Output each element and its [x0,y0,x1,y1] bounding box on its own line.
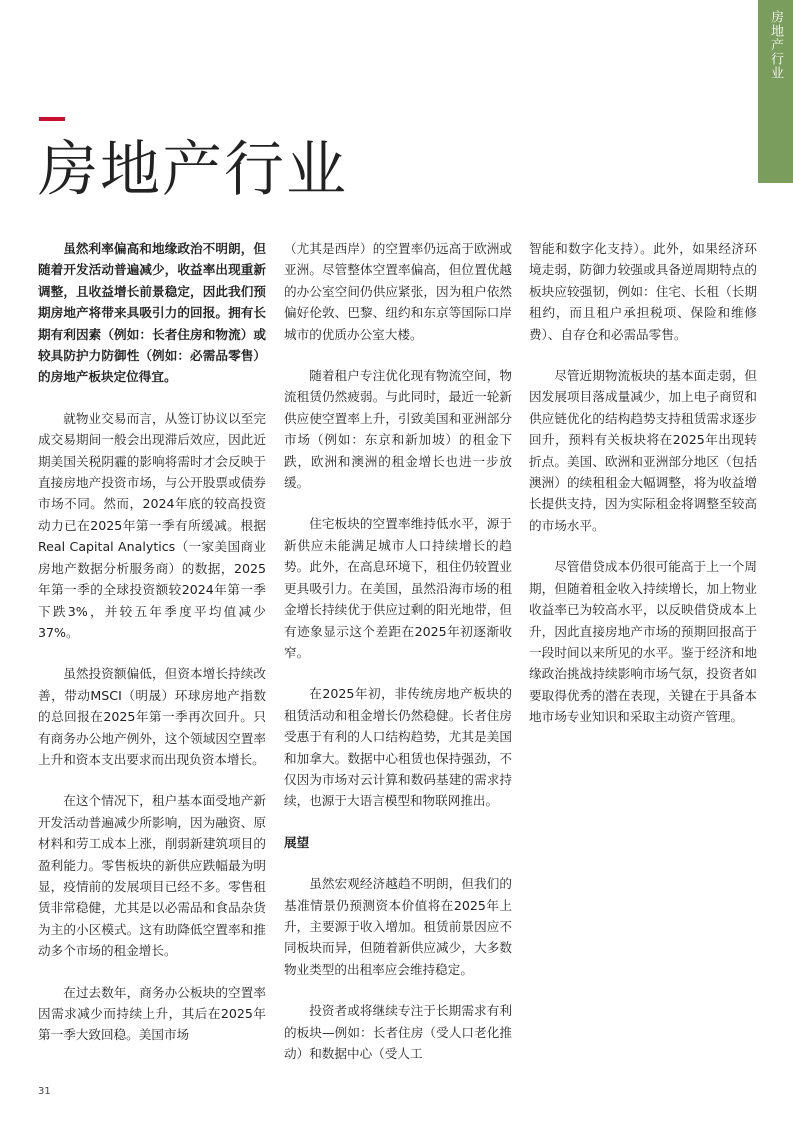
body-paragraph: 随着租户专注优化现有物流空间，物流租赁仍然疲弱。与此同时，最近一轮新供应使空置率上升，引致美国和亚洲部分市场（例如：东京和新加坡）的租金下跌，欧洲和澳洲的租金增长也进一步放缓。 [284,368,512,491]
body-paragraph: 投资者或将继续专注于长期需求有利的板块—例如：长者住房（受人口老化推动）和数据中心（受人工 [284,1003,512,1061]
body-paragraph: 在这个情况下，租户基本面受地产新开发活动普遍减少所影响，因为融资、原材料和劳工成本上涨，削弱新建筑项目的盈利能力。零售板块的新供应跌幅最为明显，疫情前的发展项目已经不多。零售租赁非常稳健，尤其是以必需品和食品杂货为主的小区模式。这有助降低空置率和推动多个市场的租金增长。 [38,793,266,959]
side-tab-label: 房地产行业 [768,10,783,80]
section-heading: 展望 [284,834,310,850]
text-column-2 [284,238,512,1084]
body-paragraph: 虽然投资额偏低，但资本增长持续改善，带动MSCI（明晟）环球房地产指数的总回报在2025年第一季再次回升。只有商务办公地产例外，这个领域因空置率上升和资本支出要求而出现负资本增长。 [38,666,266,767]
body-paragraph: 尽管近期物流板块的基本面走弱，但因发展项目落成量减少，加上电子商贸和供应链优化的结构趋势支持租赁需求逐步回升，预料有关板块将在2025年出现转折点。美国、欧洲和亚洲部分地区（包括澳洲）的续租租金大幅调整，将为收益增长提供支持，因为实际租金将调整至较高的市场水平。 [529,368,757,533]
title-accent-bar [39,117,65,121]
text-column-3 [529,238,757,748]
body-paragraph: 虽然宏观经济越趋不明朗，但我们的基准情景仍预测资本价值将在2025年上升，主要源于收入增加。租赁前景因应不同板块而异，但随着新供应减少，大多数物业类型的出租率应会维持稳定。 [284,876,512,977]
body-paragraph: 住宅板块的空置率维持低水平，源于新供应未能满足城市人口持续增长的趋势。此外，在高息环境下，租住仍较置业更具吸引力。在美国，虽然沿海市场的租金增长持续优于供应过剩的阳光地带，但有迹象显示这个差距在2025年初逐渐收窄。 [284,516,512,660]
body-paragraph: 尽管借贷成本仍很可能高于上一个周期，但随着租金收入持续增长，加上物业收益率已为较高水平，以反映借贷成本上升，因此直接房地产市场的预期回报高于一段时间以来所见的水平。鉴于经济和地缘政治挑战持续影响市场气氛，投资者如要取得优秀的潜在表现，关键在于具备本地市场专业知识和采取主动资产管理。 [529,559,757,725]
body-paragraph: 智能和数字化支持）。此外，如果经济环境走弱，防御力较强或具备逆周期特点的板块应较强韧，例如：住宅、长租（长期租约，而且租户承担税项、保险和维修费）、自存仓和必需品零售。 [529,241,757,342]
text-column-1 [38,238,266,1066]
section-side-tab [758,0,793,183]
page-number: 31 [38,1086,51,1097]
lead-paragraph: 虽然利率偏高和地缘政治不明朗，但随着开发活动普遍减少，收益率出现重新调整，且收益增长前景稳定，因此我们预期房地产将带来具吸引力的回报。拥有长期有利因素（例如：长者住房和物流）或较具防护力防御性（例如：必需品零售）的房地产板块定位得宜。 [38,241,266,385]
page-title: 房地产行业 [38,135,348,205]
body-paragraph: 就物业交易而言，从签订协议以至完成交易期间一般会出现滞后效应，因此近期美国关税阴霾的影响将需时才会反映于直接房地产投资市场，与公开股票或债券市场不同。然而，2024年底的较高投资动力已在2025年第一季有所缓减。根据Real Capital Analytics（一家美国商业房地产数据分析服务商）的数据，2025年第一季的全球投资额较2024年第一季下跌3%，并较五年季度平均值减少37%。 [38,410,266,640]
body-paragraph: 在过去数年，商务办公板块的空置率因需求减少而持续上升，其后在2025年第一季大致回稳。美国市场 [38,984,266,1043]
body-paragraph: （尤其是西岸）的空置率仍远高于欧洲或亚洲。尽管整体空置率偏高，但位置优越的办公室空间仍供应紧张，因为租户依然偏好伦敦、巴黎、纽约和东京等国际口岸城市的优质办公室大楼。 [284,241,512,342]
body-paragraph: 在2025年初，非传统房地产板块的租赁活动和租金增长仍然稳健。长者住房受惠于有利的人口结构趋势，尤其是美国和加拿大。数据中心租赁也保持强劲，不仅因为市场对云计算和数码基建的需求持续，也源于大语言模型和物联网推出。 [284,686,512,809]
